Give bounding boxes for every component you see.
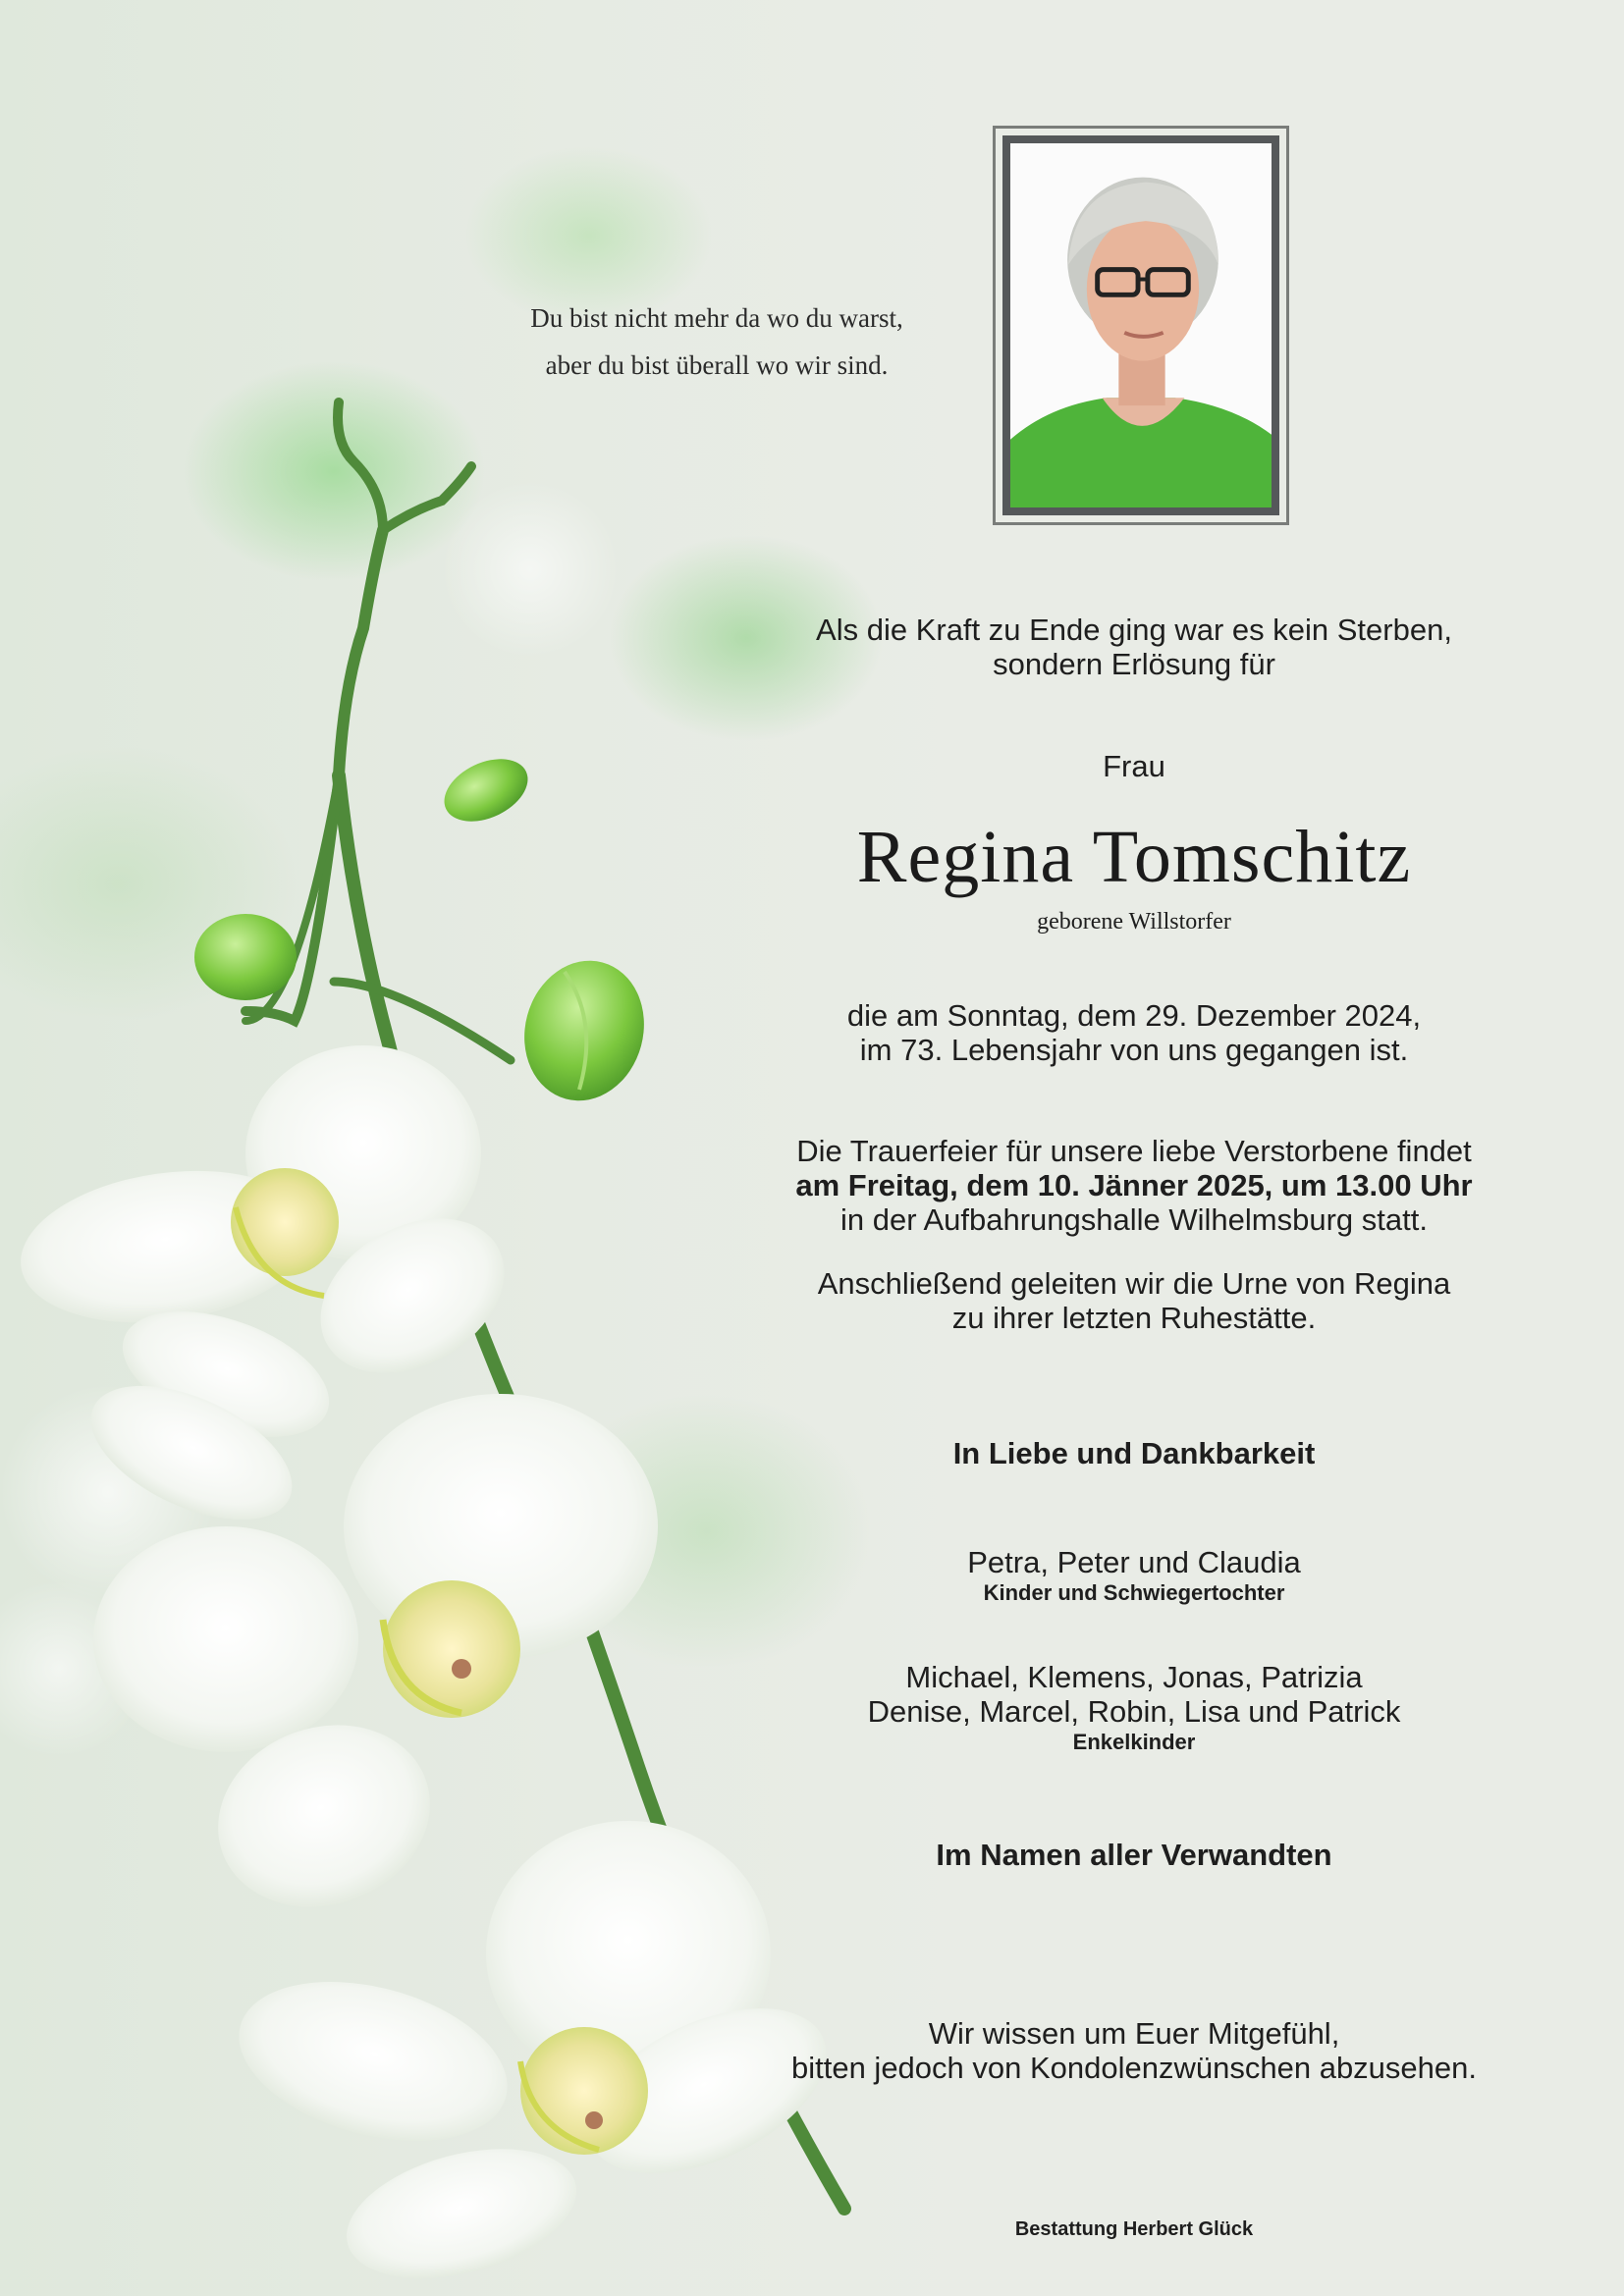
ceremony-date: am Freitag, dem 10. Jänner 2025, um 13.00 Uhr xyxy=(795,1168,1473,1202)
closing-line-1: Wir wissen um Euer Mitgefühl, xyxy=(928,2016,1340,2051)
children-names: Petra, Peter und Claudia xyxy=(967,1545,1301,1579)
ceremony-line-1: Die Trauerfeier für unsere liebe Verstorbene findet xyxy=(796,1134,1472,1168)
salutation: Frau xyxy=(1103,749,1165,783)
intro-text xyxy=(756,613,1512,681)
children-relation: Kinder und Schwiegertochter xyxy=(983,1580,1285,1605)
deceased-name: Regina Tomschitz xyxy=(856,816,1412,898)
burial-line-1: Anschließend geleiten wir die Urne von Regina xyxy=(817,1266,1451,1301)
gratitude-heading: In Liebe und Dankbarkeit xyxy=(952,1436,1316,1470)
closing-line-2: bitten jedoch von Kondolenzwünschen abzusehen. xyxy=(790,2051,1477,2085)
grandchildren-names-1: Michael, Klemens, Jonas, Patrizia xyxy=(905,1660,1363,1694)
ceremony-line-3: in der Aufbahrungshalle Wilhelmsburg statt. xyxy=(840,1202,1428,1237)
birth-name: geborene Willstorfer xyxy=(1037,909,1231,934)
mourners-children xyxy=(756,1545,1512,1607)
memorial-quote xyxy=(461,294,972,389)
death-notice xyxy=(756,998,1512,1067)
quote-line-2: aber du bist überall wo wir sind. xyxy=(545,350,889,380)
death-line-2: im 73. Lebensjahr von uns gegangen ist. xyxy=(859,1033,1409,1067)
burial-notice xyxy=(756,1266,1512,1335)
relatives-heading: Im Namen aller Verwandten xyxy=(936,1838,1332,1872)
burial-line-2: zu ihrer letzten Ruhestätte. xyxy=(951,1301,1317,1335)
portrait-frame xyxy=(993,126,1289,525)
portrait-photo xyxy=(1002,135,1279,515)
intro-line-2: sondern Erlösung für xyxy=(993,647,1275,681)
quote-line-1: Du bist nicht mehr da wo du warst, xyxy=(530,303,903,333)
undertaker-credit: Bestattung Herbert Glück xyxy=(1014,2218,1254,2240)
grandchildren-relation: Enkelkinder xyxy=(1072,1730,1196,1754)
closing-text xyxy=(756,2016,1512,2085)
ceremony-notice xyxy=(756,1134,1512,1237)
mourners-grandchildren xyxy=(756,1660,1512,1756)
death-line-1: die am Sonntag, dem 29. Dezember 2024, xyxy=(846,998,1422,1033)
grandchildren-names-2: Denise, Marcel, Robin, Lisa und Patrick xyxy=(867,1694,1401,1729)
intro-line-1: Als die Kraft zu Ende ging war es kein Sterben, xyxy=(816,613,1452,647)
